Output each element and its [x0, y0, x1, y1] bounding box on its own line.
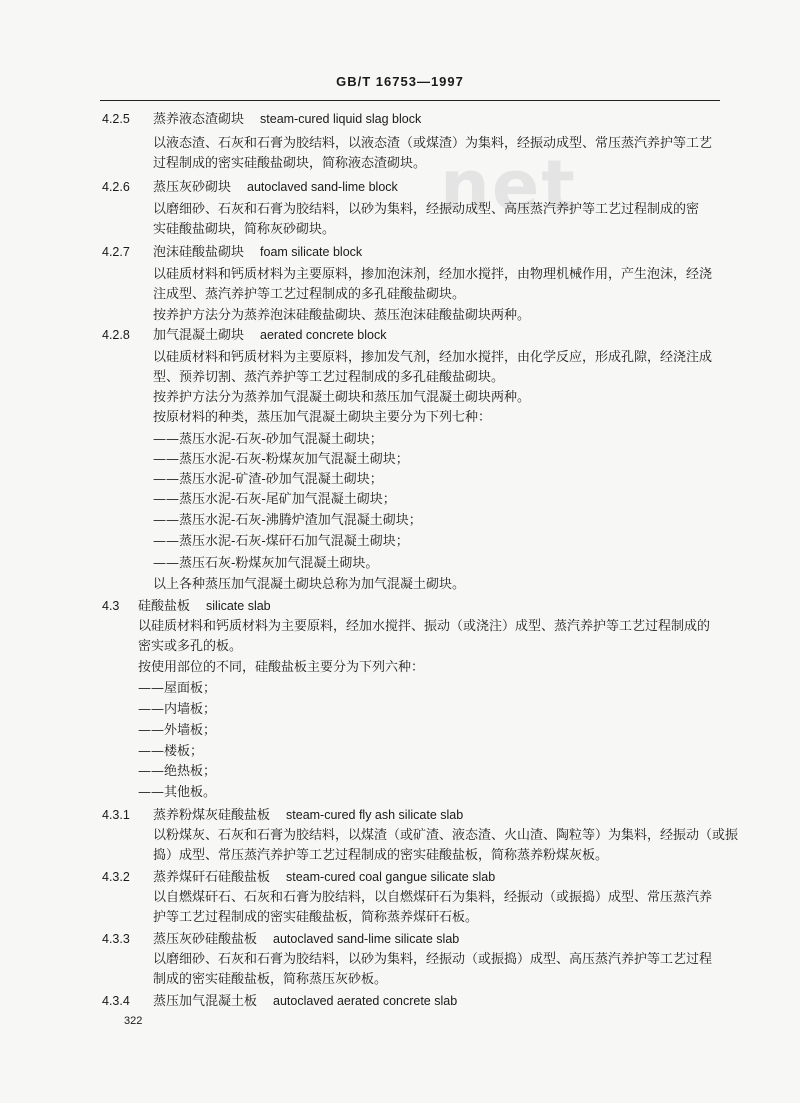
body-line: ——蒸压水泥-石灰-沸腾炉渣加气混凝土砌块；	[153, 513, 422, 528]
clause-heading	[153, 806, 463, 825]
clause-number: 4.3.1	[102, 808, 130, 822]
clause-title-english: steam-cured liquid slag block	[260, 112, 422, 126]
clause-title-english: foam silicate block	[260, 245, 363, 259]
body-line: ——蒸压水泥-石灰-砂加气混凝土砌块；	[153, 432, 383, 447]
clause-heading	[138, 597, 271, 616]
body-line: 过程制成的密实硅酸盐砌块，简称液态渣砌块。	[153, 156, 427, 171]
body-line: 密实或多孔的板。	[138, 639, 243, 654]
clause-number: 4.3.4	[102, 994, 130, 1008]
body-line: ——蒸压水泥-矿渣-砂加气混凝土砌块；	[153, 472, 383, 487]
clause-title-english: silicate slab	[206, 599, 271, 613]
body-line: 按原材料的种类，蒸压加气混凝土砌块主要分为下列七种：	[153, 410, 492, 425]
body-line: ——屋面板；	[138, 681, 217, 696]
clause-title-english: aerated concrete block	[260, 328, 387, 342]
body-line: 以自燃煤矸石、石灰和石膏为胶结料，以自燃煤矸石为集料，经振动（或振捣）成型、常压蒸汽养	[153, 890, 713, 905]
body-line: 实硅酸盐砌块，简称灰砂砌块。	[153, 222, 336, 237]
body-line: 型、预养切割、蒸汽养护等工艺过程制成的多孔硅酸盐砌块。	[153, 370, 505, 385]
clause-heading	[153, 110, 421, 129]
clause-number: 4.3.3	[102, 932, 130, 946]
clause-heading	[153, 992, 457, 1011]
clause-title: 泡沫硅酸盐砌块	[153, 245, 245, 260]
clause-number: 4.2.7	[102, 245, 130, 259]
body-line: 以硅质材料和钙质材料为主要原料，掺加泡沫剂，经加水搅拌，由物理机械作用，产生泡沫，经浇	[153, 267, 713, 282]
clause-heading	[153, 930, 459, 949]
clause-title-english: autoclaved sand-lime silicate slab	[273, 932, 460, 946]
watermark: net	[440, 145, 577, 227]
body-line: ——其他板。	[138, 785, 217, 800]
clause-heading	[153, 178, 398, 197]
clause-title-english: autoclaved sand-lime block	[247, 180, 398, 194]
body-line: 护等工艺过程制成的密实硅酸盐板，简称蒸养煤矸石板。	[153, 910, 479, 925]
body-line: ——蒸压石灰-粉煤灰加气混凝土砌块。	[153, 556, 379, 571]
body-line: 以液态渣、石灰和石膏为胶结料，以液态渣（或煤渣）为集料，经振动成型、常压蒸汽养护等工艺	[153, 136, 713, 151]
body-line: 按使用部位的不同，硅酸盐板主要分为下列六种：	[138, 660, 425, 675]
body-line: ——绝热板；	[138, 764, 217, 779]
clause-number: 4.2.5	[102, 112, 130, 126]
body-line: ——蒸压水泥-石灰-尾矿加气混凝土砌块；	[153, 492, 396, 507]
body-line: 以磨细砂、石灰和石膏为胶结料，以砂为集料，经振动（或振捣）成型、高压蒸汽养护等工艺过程	[153, 952, 713, 967]
clause-heading	[153, 868, 495, 887]
body-line: ——蒸压水泥-石灰-粉煤灰加气混凝土砌块；	[153, 452, 409, 467]
clause-title: 硅酸盐板	[138, 599, 191, 614]
body-line: 按养护方法分为蒸养加气混凝土砌块和蒸压加气混凝土砌块两种。	[153, 390, 531, 405]
clause-title: 蒸养粉煤灰硅酸盐板	[153, 808, 271, 823]
body-line: 制成的密实硅酸盐板，简称蒸压灰砂板。	[153, 972, 388, 987]
clause-heading	[153, 326, 386, 345]
clause-title-english: steam-cured coal gangue silicate slab	[286, 870, 496, 884]
body-line: ——外墙板；	[138, 723, 217, 738]
clause-title-english: autoclaved aerated concrete slab	[273, 994, 458, 1008]
page-number: 322	[124, 1015, 143, 1027]
clause-title: 蒸压灰砂砌块	[153, 180, 232, 195]
clause-title: 蒸压灰砂硅酸盐板	[153, 932, 258, 947]
body-line: 捣）成型、常压蒸汽养护等工艺过程制成的密实硅酸盐板，简称蒸养粉煤灰板。	[153, 848, 609, 863]
clause-title-english: steam-cured fly ash silicate slab	[286, 808, 464, 822]
clause-heading	[153, 243, 362, 262]
body-line: 以上各种蒸压加气混凝土砌块总称为加气混凝土砌块。	[153, 577, 466, 592]
body-line: ——楼板；	[138, 744, 204, 759]
body-line: ——内墙板；	[138, 702, 217, 717]
clause-title: 蒸压加气混凝土板	[153, 994, 258, 1009]
clause-number: 4.3.2	[102, 870, 130, 884]
body-line: 注成型、蒸汽养护等工艺过程制成的多孔硅酸盐砌块。	[153, 287, 466, 302]
body-line: 以硅质材料和钙质材料为主要原料，掺加发气剂，经加水搅拌，由化学反应，形成孔隙，经浇注成	[153, 350, 713, 365]
clause-number: 4.2.8	[102, 328, 130, 342]
body-line: 以硅质材料和钙质材料为主要原料，经加水搅拌、振动（或浇注）成型、蒸汽养护等工艺过程制成的	[138, 619, 711, 634]
body-line: 以粉煤灰、石灰和石膏为胶结料，以煤渣（或矿渣、液态渣、火山渣、陶粒等）为集料，经振动（或振	[153, 828, 739, 843]
body-line: 以磨细砂、石灰和石膏为胶结料，以砂为集料，经振动成型、高压蒸汽养护等工艺过程制成的密	[153, 202, 700, 217]
clause-number: 4.2.6	[102, 180, 130, 194]
body-line: ——蒸压水泥-石灰-煤矸石加气混凝土砌块；	[153, 534, 409, 549]
clause-number: 4.3	[102, 599, 120, 613]
clause-title: 蒸养煤矸石硅酸盐板	[153, 870, 271, 885]
body-line: 按养护方法分为蒸养泡沫硅酸盐砌块、蒸压泡沫硅酸盐砌块两种。	[153, 308, 531, 323]
standard-header: GB/T 16753—1997	[336, 74, 464, 89]
header-rule	[100, 100, 720, 101]
clause-title: 加气混凝土砌块	[153, 328, 245, 343]
clause-title: 蒸养液态渣砌块	[153, 112, 245, 127]
